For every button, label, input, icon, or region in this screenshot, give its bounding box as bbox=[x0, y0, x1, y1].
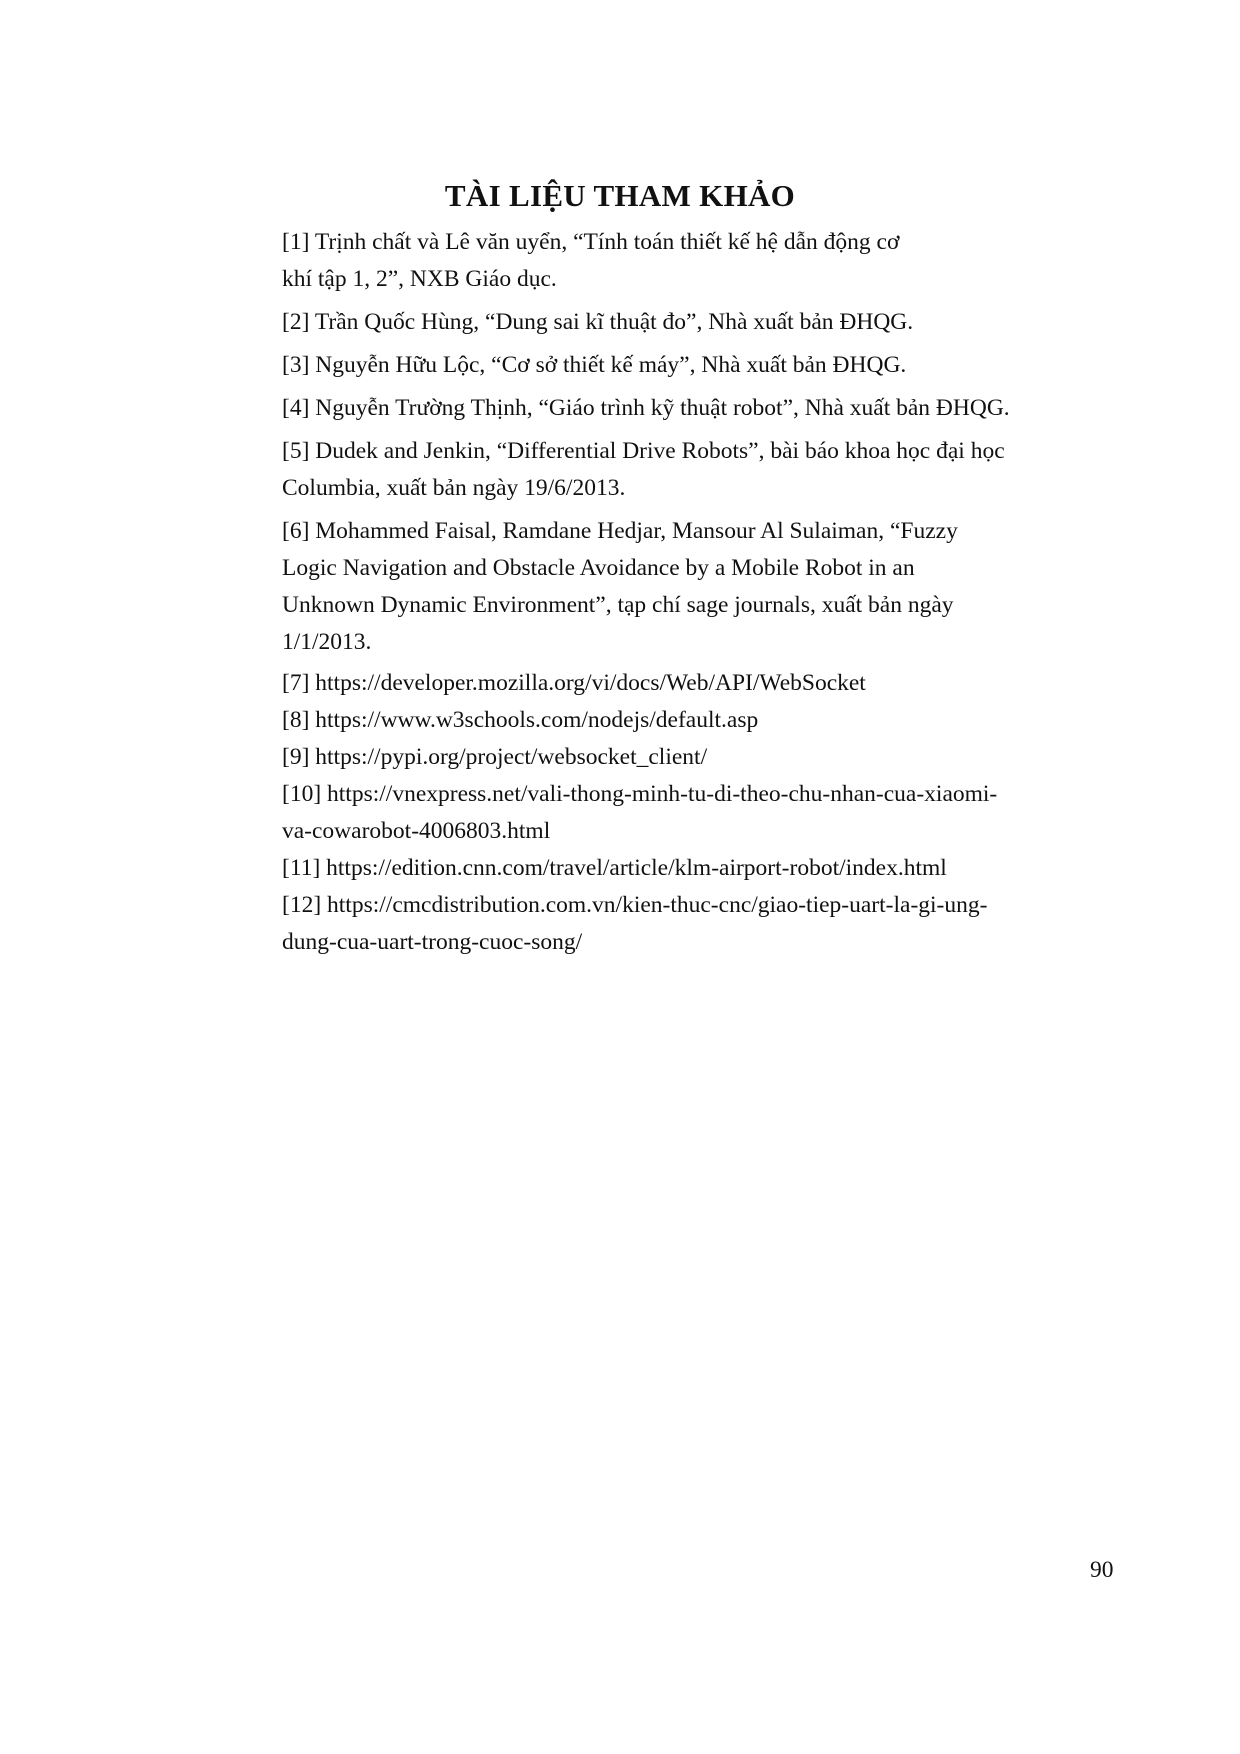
reference-line bbox=[282, 433, 1142, 470]
reference-text: dung-cua-uart-trong-cuoc-song/ bbox=[282, 929, 583, 955]
reference-item bbox=[282, 347, 1142, 384]
reference-text: https://www.w3schools.com/nodejs/default.asp bbox=[315, 707, 759, 733]
reference-line bbox=[282, 776, 1142, 813]
reference-text: Nguyễn Trường Thịnh, “Giáo trình kỹ thuật robot”, Nhà xuất bản ĐHQG. bbox=[315, 395, 1010, 421]
reference-line bbox=[282, 665, 1142, 702]
reference-number: [10] bbox=[282, 781, 322, 807]
reference-item bbox=[282, 513, 1142, 661]
page-number: 90 bbox=[1090, 1557, 1114, 1583]
reference-text: https://developer.mozilla.org/vi/docs/Web/API/WebSocket bbox=[315, 670, 866, 696]
reference-line bbox=[282, 887, 1142, 924]
reference-item bbox=[282, 433, 1142, 507]
reference-number: [5] bbox=[282, 438, 310, 464]
reference-item bbox=[282, 887, 1142, 961]
reference-text: Mohammed Faisal, Ramdane Hedjar, Mansour Al Sulaiman, “Fuzzy bbox=[315, 518, 958, 544]
reference-number: [8] bbox=[282, 707, 310, 733]
reference-item bbox=[282, 224, 1142, 298]
reference-text: 1/1/2013. bbox=[282, 629, 372, 655]
reference-item bbox=[282, 739, 1142, 776]
reference-text: Unknown Dynamic Environment”, tạp chí sage journals, xuất bản ngày bbox=[282, 592, 954, 618]
reference-item bbox=[282, 776, 1142, 850]
reference-line bbox=[282, 702, 1142, 739]
reference-line bbox=[282, 739, 1142, 776]
reference-text: Trần Quốc Hùng, “Dung sai kĩ thuật đo”, Nhà xuất bản ĐHQG. bbox=[314, 309, 914, 335]
reference-text: Trịnh chất và Lê văn uyển, “Tính toán thiết kế hệ dẫn động cơ bbox=[314, 229, 900, 255]
reference-text: https://vnexpress.net/vali-thong-minh-tu-di-theo-chu-nhan-cua-xiaomi- bbox=[327, 781, 998, 807]
reference-line bbox=[282, 850, 1142, 887]
reference-line bbox=[282, 813, 1142, 850]
reference-number: [6] bbox=[282, 518, 310, 544]
reference-line bbox=[282, 624, 1142, 661]
reference-text: https://edition.cnn.com/travel/article/klm-airport-robot/index.html bbox=[326, 855, 947, 881]
reference-number: [4] bbox=[282, 395, 310, 421]
reference-line bbox=[282, 550, 1142, 587]
reference-number: [12] bbox=[282, 892, 322, 918]
reference-number: [1] bbox=[282, 229, 310, 255]
reference-text: Columbia, xuất bản ngày 19/6/2013. bbox=[282, 475, 626, 501]
reference-text: https://pypi.org/project/websocket_client/ bbox=[315, 744, 708, 770]
reference-item bbox=[282, 304, 1142, 341]
reference-number: [7] bbox=[282, 670, 310, 696]
reference-number: [3] bbox=[282, 352, 310, 378]
reference-number: [9] bbox=[282, 744, 310, 770]
reference-line bbox=[282, 513, 1142, 550]
reference-text: khí tập 1, 2”, NXB Giáo dục. bbox=[282, 266, 557, 292]
reference-line bbox=[282, 924, 1142, 961]
reference-line bbox=[282, 390, 1142, 427]
reference-line bbox=[282, 261, 1142, 298]
reference-number: [11] bbox=[282, 855, 321, 881]
reference-text: va-cowarobot-4006803.html bbox=[282, 818, 551, 844]
reference-item bbox=[282, 390, 1142, 427]
reference-line bbox=[282, 470, 1142, 507]
reference-number: [2] bbox=[282, 309, 310, 335]
reference-text: Nguyễn Hữu Lộc, “Cơ sở thiết kế máy”, Nhà xuất bản ĐHQG. bbox=[315, 352, 907, 378]
reference-text: Dudek and Jenkin, “Differential Drive Robots”, bài báo khoa học đại học bbox=[315, 438, 1005, 464]
reference-list bbox=[282, 224, 1142, 961]
page-title: TÀI LIỆU THAM KHẢO bbox=[444, 178, 796, 213]
reference-item bbox=[282, 702, 1142, 739]
reference-item bbox=[282, 850, 1142, 887]
reference-line bbox=[282, 347, 1142, 384]
reference-text: https://cmcdistribution.com.vn/kien-thuc-cnc/giao-tiep-uart-la-gi-ung- bbox=[327, 892, 988, 918]
reference-line bbox=[282, 224, 1142, 261]
reference-line bbox=[282, 587, 1142, 624]
reference-text: Logic Navigation and Obstacle Avoidance by a Mobile Robot in an bbox=[282, 555, 915, 581]
reference-item bbox=[282, 665, 1142, 702]
reference-line bbox=[282, 304, 1142, 341]
